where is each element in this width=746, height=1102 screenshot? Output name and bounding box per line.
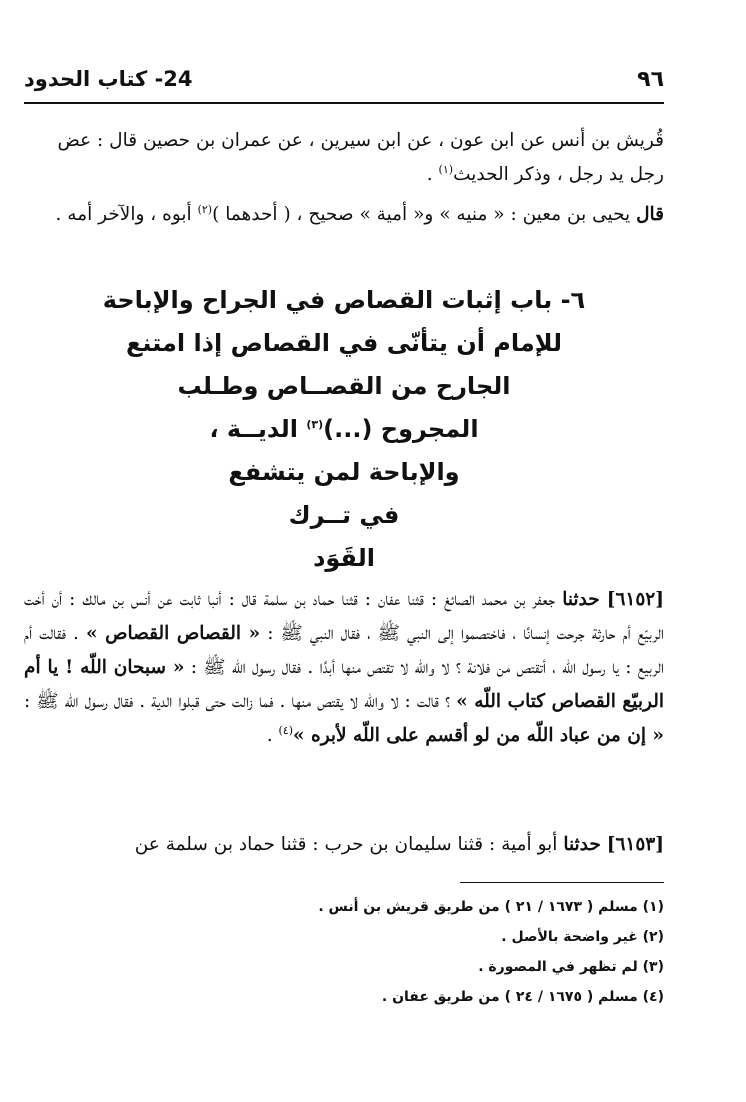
chapter-line-4-end: الديــة ، xyxy=(209,415,307,443)
intro-line-2 xyxy=(24,158,664,192)
intro-text: رجل يد رجل ، وذكر الحديث xyxy=(453,164,664,185)
hadith-number: [٦١٥٣] xyxy=(606,834,664,855)
hadith-text-3: ؟ قالت : لا واللّه لا يقتص منها . فما زالت حتى قبلوا الدية . فقال رسول اللّه ﷺ : xyxy=(24,691,457,712)
hadith-6153 xyxy=(24,828,664,862)
haddathana: حدثنا xyxy=(562,589,600,610)
hadith-6152 xyxy=(24,583,664,753)
book-page xyxy=(24,0,664,1102)
note-text-end: أبوه ، والآخر أمه . xyxy=(55,204,198,225)
intro-paragraph xyxy=(24,124,664,192)
chapter-heading xyxy=(24,279,664,580)
footnote-4: (٤) مسلم ( ١٦٧٥ / ٢٤ ) من طريق عفان . xyxy=(381,989,664,1005)
hadith-end: . xyxy=(266,725,279,746)
footnote-ref-2: (٢) xyxy=(197,202,213,216)
hadith-isnad: أبو أمية : قثنا سليمان بن حرب : قثنا حماد بن سلمة عن xyxy=(134,834,564,855)
chapter-line-3: الجارح من القصــاص وطـلب xyxy=(177,372,511,400)
footnote-rule xyxy=(460,882,664,883)
intro-line-1: قُريش بن أنس عن ابن عون ، عن ابن سيرين ، عن عمران بن حصين قال : عض xyxy=(57,130,664,151)
hadith-number: [٦١٥٢] xyxy=(606,589,664,610)
chapter-line-2: للإمام أن يتأنّى في القصاص إذا امتنع xyxy=(126,329,562,357)
chapter-line-6: في تــرك xyxy=(288,501,400,529)
prophet-quote-1: « القصاص القصاص » xyxy=(85,623,261,644)
prophet-quote-2: « سبحان اللّه ! يا أم الربيّع القصاص كتاب اللّه » xyxy=(24,657,664,712)
prophet-quote-3: « إن من عباد اللّه من لو أقسم على اللّه لأبره » xyxy=(293,725,664,746)
note-paragraph xyxy=(24,198,664,232)
page-number: ٩٦ xyxy=(637,66,664,92)
footnote-3: (٣) لم تظهر في المصورة . xyxy=(478,959,664,975)
intro-end: . xyxy=(426,164,439,185)
note-text: يحيى بن معين : « منيه » و« أمية » صحيح ، ( أحدهما ) xyxy=(212,204,637,225)
header-rule xyxy=(24,102,664,104)
hadith-isnad: جعفر بن محمد الصائغ : قثنا عفان : قثنا حماد بن سلمة قال : أنبا ثابت عن أنس بن مالك : أن أخت الربيّع أم حارثة جرحت إنسانًا ، فاختصموا إلى النبي ﷺ ، فقال النبي ﷺ : xyxy=(24,589,664,644)
haddathana: حدثنا xyxy=(563,834,601,855)
chapter-line-7: القَوَد xyxy=(313,544,375,572)
footnotes xyxy=(24,892,664,1012)
running-header xyxy=(24,62,664,96)
chapter-line-4 xyxy=(24,408,664,451)
book-title: 24- كتاب الحدود xyxy=(24,67,193,91)
footnote-1: (١) مسلم ( ١٦٧٣ / ٢١ ) من طريق قريش بن أنس . xyxy=(318,899,664,915)
chapter-line-5: والإباحة لمن يتشفع xyxy=(228,458,460,486)
chapter-line-4-text: المجروح (...) xyxy=(323,415,479,443)
footnote-ref-4: (٤) xyxy=(278,723,293,737)
footnote-2: (٢) غير واضحة بالأصل . xyxy=(501,929,664,945)
hadith-text-2: . فقالت أم الربيع : يا رسول اللّه ، أتقتص من فلانة ؟ لا واللّه لا تقتص منها أبدًا . فقال رسول اللّه ﷺ : xyxy=(24,623,664,678)
note-qala: قال xyxy=(636,204,664,225)
chapter-line-1: ٦- باب إثبات القصاص في الجراح والإباحة xyxy=(102,286,586,314)
footnote-ref-3: (٣) xyxy=(306,418,324,431)
footnote-ref-1: (١) xyxy=(438,162,454,176)
